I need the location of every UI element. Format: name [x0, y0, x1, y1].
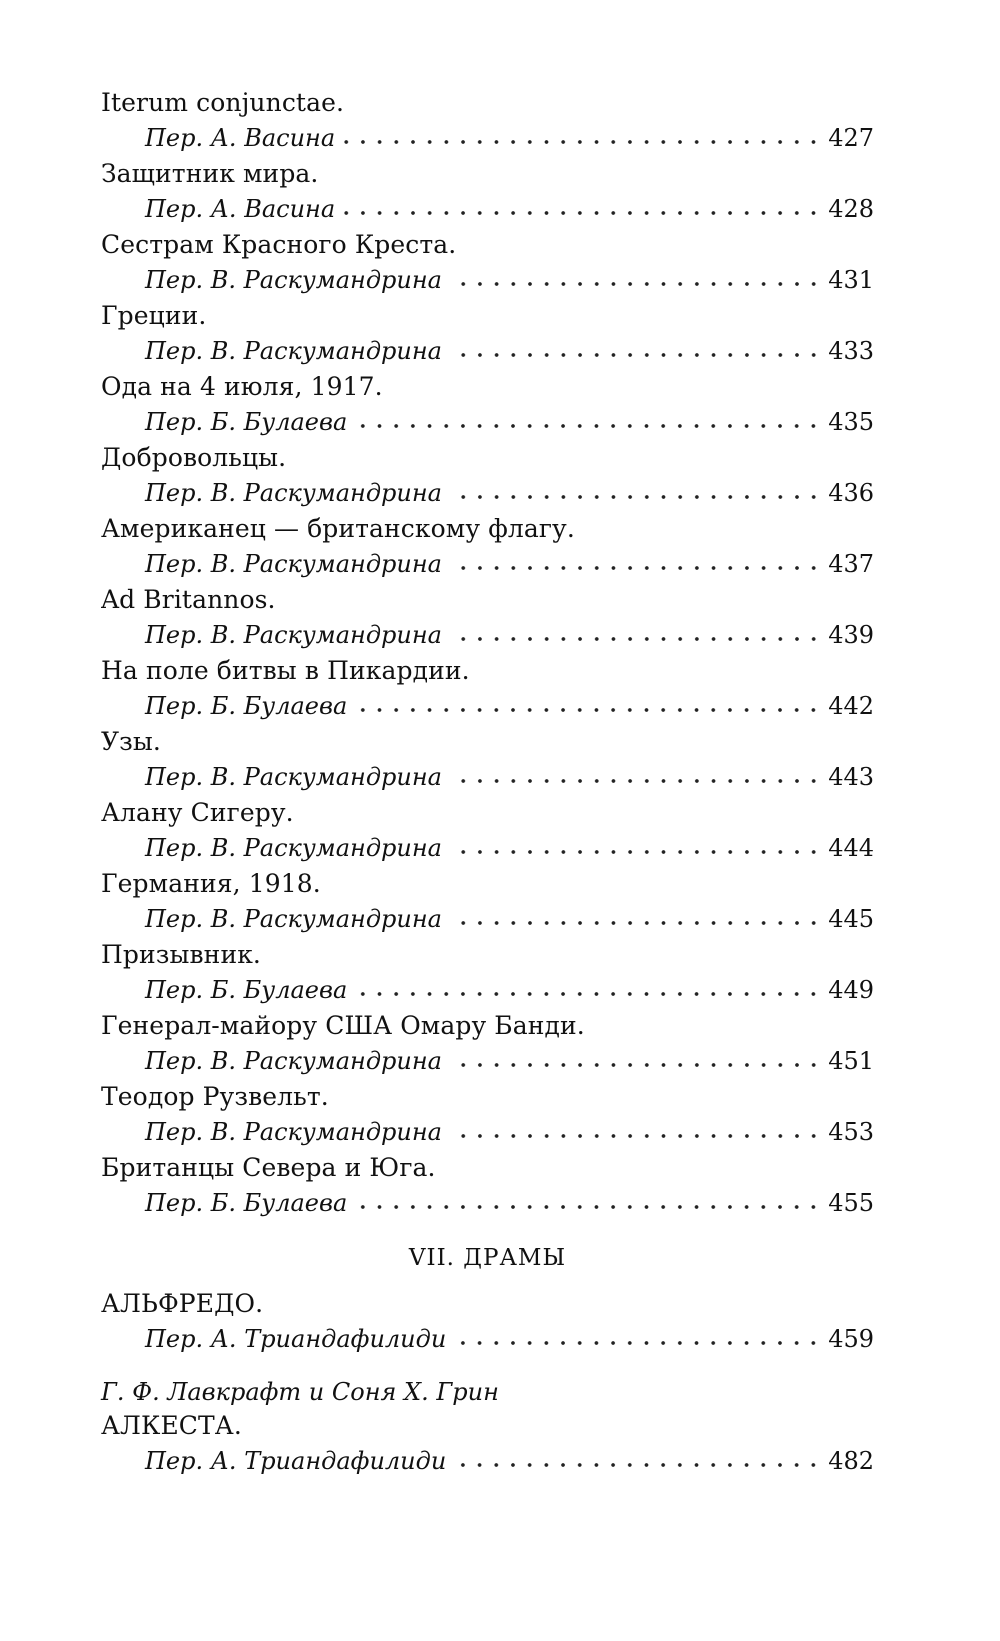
dot-leader: [450, 845, 822, 859]
entry-page-number: 455: [828, 1189, 874, 1217]
entry-title: Призывник.: [101, 940, 261, 969]
toc-entry: [101, 299, 874, 370]
entry-translator-row: [101, 901, 874, 938]
toc-entry: [101, 725, 874, 796]
entry-translator-row: [101, 830, 874, 867]
entry-translator: Пер. В. Раскумандрина: [145, 1047, 442, 1075]
entry-title: Американец — британскому флагу.: [101, 514, 575, 543]
entry-title: Генерал-майору США Омару Банди.: [101, 1011, 585, 1040]
toc-entry: [101, 583, 874, 654]
entry-translator: Пер. А. Васина: [145, 195, 336, 223]
dot-leader: [355, 1200, 822, 1214]
entry-title: Ad Britannos.: [101, 585, 276, 614]
entry-translator: Пер. Б. Булаева: [145, 1189, 348, 1217]
drama-entry-alfredo: [101, 1287, 874, 1358]
dot-leader: [450, 916, 822, 930]
entry-translator-row: [101, 120, 874, 157]
dot-leader: [450, 774, 822, 788]
toc-entry: [101, 512, 874, 583]
entry-translator-row: [101, 759, 874, 796]
entry-title: Добровольцы.: [101, 443, 287, 472]
dot-leader: [450, 1058, 822, 1072]
entry-page-number: 436: [828, 479, 874, 507]
entry-translator-row: [101, 972, 874, 1009]
toc-entry: [101, 867, 874, 938]
dot-leader: [450, 490, 822, 504]
dot-leader: [355, 703, 822, 717]
dot-leader: [355, 419, 822, 433]
entry-translator-row: [101, 688, 874, 725]
entry-title: Iterum conjunctae.: [101, 88, 345, 117]
entry-translator-row: [101, 333, 874, 370]
toc-entry: [101, 441, 874, 512]
entry-title: Узы.: [101, 727, 161, 756]
entry-page-number: 435: [828, 408, 874, 436]
entries-list: [101, 86, 874, 1222]
entry-page-number: 443: [828, 763, 874, 791]
toc-entry: [101, 938, 874, 1009]
dot-leader: [454, 1458, 822, 1472]
entry-page-number: 451: [828, 1047, 874, 1075]
dot-leader: [450, 1129, 822, 1143]
entry-title: Греции.: [101, 301, 207, 330]
toc-entry: [101, 654, 874, 725]
entry-page-number: 427: [828, 124, 874, 152]
entry-title: Алану Сигеру.: [101, 798, 294, 827]
table-of-contents: [101, 86, 874, 1480]
entry-title: Защитник мира.: [101, 159, 319, 188]
entry-translator: Пер. А. Триандафилиди: [145, 1447, 447, 1475]
entry-translator: Пер. В. Раскумандрина: [145, 621, 442, 649]
dot-leader: [450, 632, 822, 646]
entry-translator-row: [101, 1185, 874, 1222]
entry-title: Британцы Севера и Юга.: [101, 1153, 436, 1182]
dot-leader: [454, 1336, 822, 1350]
entry-page-number: 453: [828, 1118, 874, 1146]
entry-title: Теодор Рузвельт.: [101, 1082, 329, 1111]
dot-leader: [450, 277, 822, 291]
entry-title: Германия, 1918.: [101, 869, 321, 898]
entry-page-number: 433: [828, 337, 874, 365]
entry-translator-row: [101, 1321, 874, 1358]
toc-entry: [101, 1151, 874, 1222]
entry-translator-row: [101, 1443, 874, 1480]
entry-page-number: 442: [828, 692, 874, 720]
dot-leader: [450, 348, 822, 362]
toc-entry: [101, 157, 874, 228]
drama-authors: Г. Ф. Лавкрафт и Соня Х. Грин: [101, 1378, 499, 1406]
entry-translator-row: [101, 1114, 874, 1151]
entry-title: АЛКЕСТА.: [101, 1411, 242, 1440]
entry-page-number: 431: [828, 266, 874, 294]
entry-translator: Пер. В. Раскумандрина: [145, 479, 442, 507]
entry-translator: Пер. А. Триандафилиди: [145, 1325, 447, 1353]
toc-entry: [101, 370, 874, 441]
entry-translator-row: [101, 475, 874, 512]
dot-leader: [355, 987, 822, 1001]
entry-translator: Пер. В. Раскумандрина: [145, 834, 442, 862]
entry-translator: Пер. Б. Булаева: [145, 408, 348, 436]
toc-entry: [101, 228, 874, 299]
entry-title: На поле битвы в Пикардии.: [101, 656, 470, 685]
entry-title: АЛЬФРЕДО.: [101, 1289, 264, 1318]
entry-translator-row: [101, 191, 874, 228]
entry-page-number: 444: [828, 834, 874, 862]
toc-entry: [101, 1009, 874, 1080]
entry-translator-row: [101, 404, 874, 441]
entry-translator-row: [101, 1043, 874, 1080]
entry-translator-row: [101, 617, 874, 654]
entry-page-number: 482: [828, 1447, 874, 1475]
entry-translator: Пер. А. Васина: [145, 124, 336, 152]
entry-page-number: 445: [828, 905, 874, 933]
entry-translator: Пер. Б. Булаева: [145, 692, 348, 720]
entry-translator: Пер. Б. Булаева: [145, 976, 348, 1004]
dot-leader: [343, 135, 822, 149]
entry-translator: Пер. В. Раскумандрина: [145, 763, 442, 791]
entry-page-number: 437: [828, 550, 874, 578]
entry-translator-row: [101, 262, 874, 299]
toc-entry: [101, 796, 874, 867]
entry-page-number: 439: [828, 621, 874, 649]
entry-page-number: 449: [828, 976, 874, 1004]
toc-entry: [101, 1080, 874, 1151]
drama-entry-alcestis: [101, 1409, 874, 1480]
dot-leader: [343, 206, 822, 220]
entry-translator: Пер. В. Раскумандрина: [145, 337, 442, 365]
entry-translator-row: [101, 546, 874, 583]
entry-translator: Пер. В. Раскумандрина: [145, 1118, 442, 1146]
entry-translator: Пер. В. Раскумандрина: [145, 266, 442, 294]
dot-leader: [450, 561, 822, 575]
entry-page-number: 459: [828, 1325, 874, 1353]
toc-entry: [101, 86, 874, 157]
section-heading: VII. ДРАМЫ: [408, 1245, 567, 1271]
entry-translator: Пер. В. Раскумандрина: [145, 550, 442, 578]
entry-title: Сестрам Красного Креста.: [101, 230, 457, 259]
entry-page-number: 428: [828, 195, 874, 223]
entry-title: Ода на 4 июля, 1917.: [101, 372, 383, 401]
entry-translator: Пер. В. Раскумандрина: [145, 905, 442, 933]
